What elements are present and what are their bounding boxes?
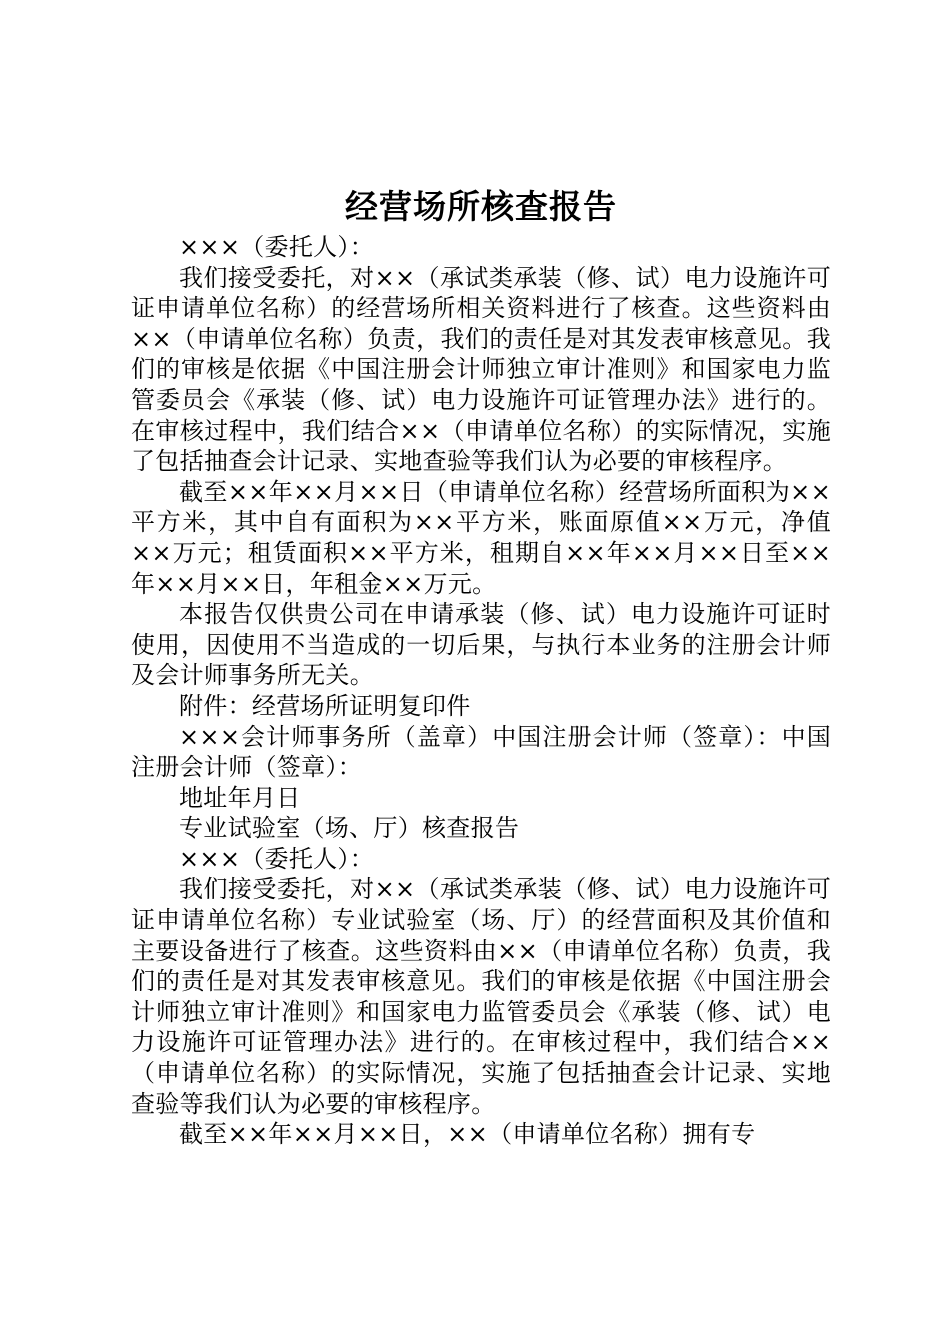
signature-line: ×××会计师事务所（盖章）中国注册会计师（签章）：中国注册会计师（签章）： xyxy=(131,722,831,782)
section-heading: 专业试验室（场、厅）核查报告 xyxy=(179,814,520,843)
body-paragraph: 截至××年××月××日，××（申请单位名称）拥有专 xyxy=(179,1120,756,1149)
body-paragraph: 本报告仅供贵公司在申请承装（修、试）电力设施许可证时使用，因使用不当造成的一切后果，与执行本业务的注册会计师及会计师事务所无关。 xyxy=(131,600,831,690)
salutation: ×××（委托人）： xyxy=(179,233,375,261)
body-paragraph: 截至××年××月××日（申请单位名称）经营场所面积为××平方米，其中自有面积为××平方米，账面原值××万元，净值××万元；租赁面积××平方米，租期自××年××月××日至××年××月××日，年租金××万元。 xyxy=(131,477,831,598)
body-paragraph: 我们接受委托，对××（承试类承装（修、试）电力设施许可证申请单位名称）的经营场所相关资料进行了核查。这些资料由××（申请单位名称）负责，我们的责任是对其发表审核意见。我们的审核是依据《中国注册会计师独立审计准则》和国家电力监管委员会《承装（修、试）电力设施许可证管理办法》进行的。在审核过程中，我们结合××（申请单位名称）的实际情况，实施了包括抽查会计记录、实地查验等我们认为必要的审核程序。 xyxy=(131,263,831,476)
attachment-line: 附件：经营场所证明复印件 xyxy=(179,691,471,720)
address-date-line: 地址年月日 xyxy=(179,783,301,812)
document-title: 经营场所核查报告 xyxy=(345,187,617,226)
salutation: ×××（委托人）： xyxy=(179,844,375,873)
body-paragraph: 我们接受委托，对××（承试类承装（修、试）电力设施许可证申请单位名称）专业试验室（场、厅）的经营面积及其价值和主要设备进行了核查。这些资料由××（申请单位名称）负责，我们的责任是对其发表审核意见。我们的审核是依据《中国注册会计师独立审计准则》和国家电力监管委员会《承装（修、试）电力设施许可证管理办法》进行的。在审核过程中，我们结合××（申请单位名称）的实际情况，实施了包括抽查会计记录、实地查验等我们认为必要的审核程序。 xyxy=(131,875,831,1118)
document-page xyxy=(131,184,831,1150)
